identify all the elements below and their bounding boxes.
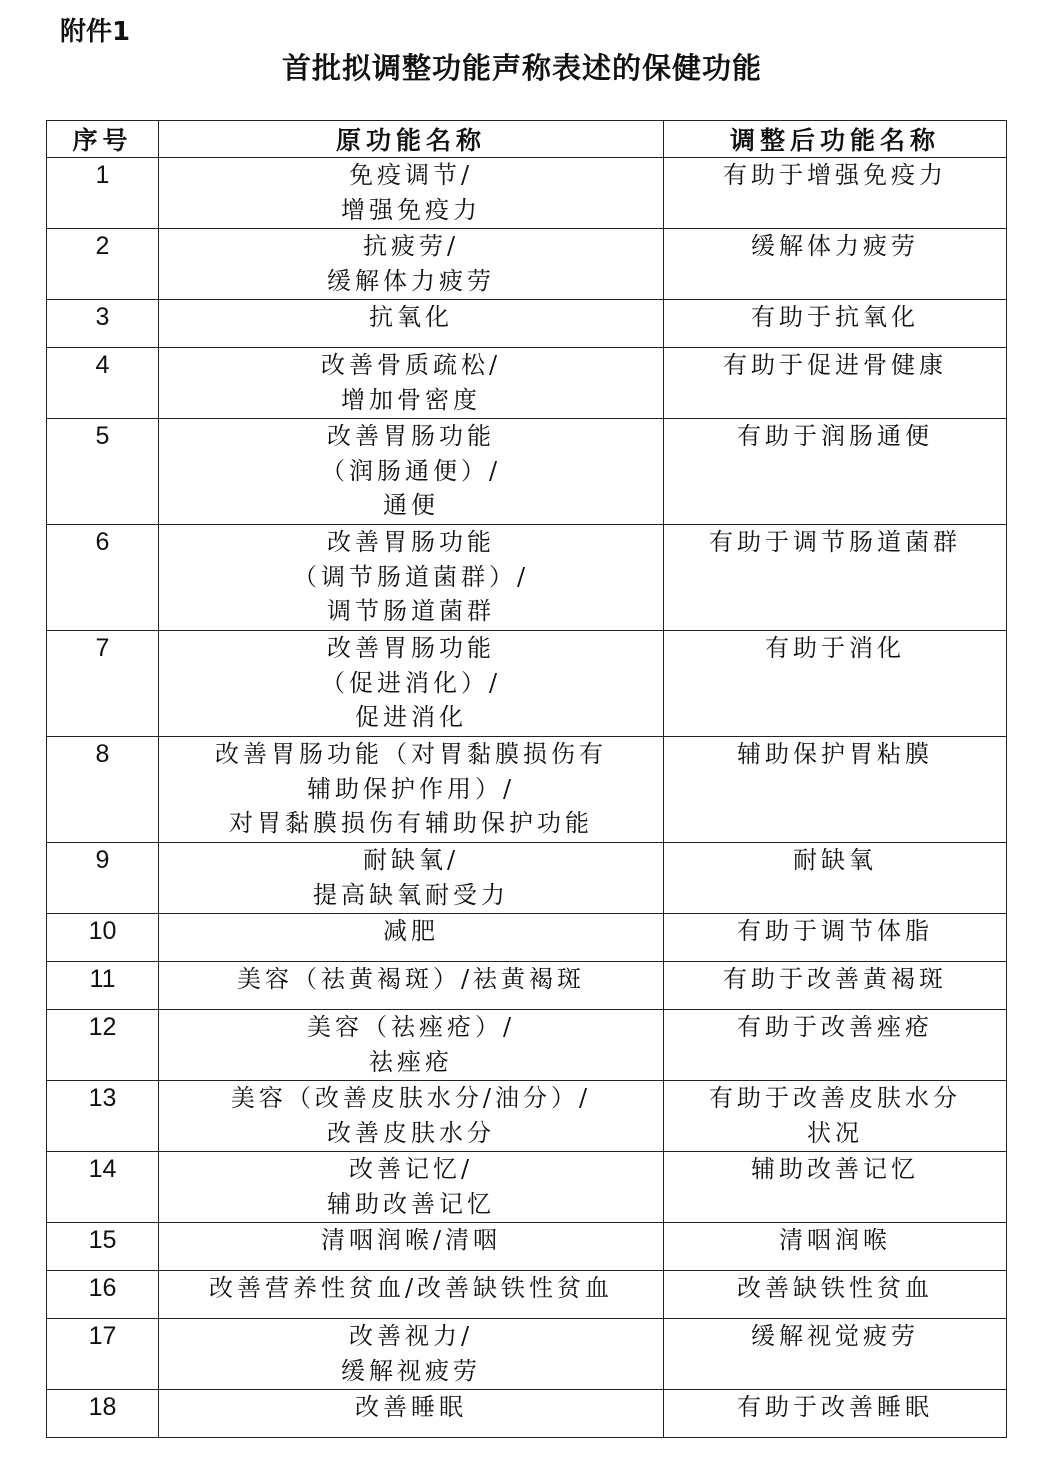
adjusted-function-cell	[664, 1081, 1007, 1152]
original-function-line: 促进消化	[355, 703, 467, 731]
row-number: 13	[47, 1081, 159, 1152]
row-number: 15	[47, 1223, 159, 1271]
adjusted-function-cell	[664, 914, 1007, 962]
row-number: 4	[47, 348, 159, 419]
original-function-cell	[159, 1390, 664, 1438]
adjusted-function-cell	[664, 525, 1007, 631]
adjusted-function-line: 有助于调节体脂	[737, 917, 933, 945]
header-original-function: 原功能名称	[159, 121, 664, 158]
table-row	[47, 158, 1007, 229]
table-row	[47, 1319, 1007, 1390]
original-function-cell	[159, 348, 664, 419]
adjusted-function-line: 有助于促进骨健康	[723, 351, 947, 379]
adjusted-function-cell	[664, 843, 1007, 914]
original-function-line: 缓解体力疲劳	[327, 266, 495, 295]
adjusted-function-line: 有助于抗氧化	[751, 303, 919, 331]
original-function-cell	[159, 914, 664, 962]
row-number: 6	[47, 525, 159, 631]
table-row	[47, 914, 1007, 962]
header-serial-number: 序号	[47, 121, 159, 158]
original-function-line: 增强免疫力	[341, 195, 481, 224]
table-row	[47, 229, 1007, 300]
original-function-cell	[159, 962, 664, 1010]
header-adjusted-function: 调整后功能名称	[664, 121, 1007, 158]
original-function-line: 对胃黏膜损伤有辅助保护功能	[229, 809, 593, 837]
table-row	[47, 1010, 1007, 1081]
original-function-line: 调节肠道菌群	[327, 597, 495, 625]
original-function-cell	[159, 843, 664, 914]
row-number: 9	[47, 843, 159, 914]
adjusted-function-line: 有助于润肠通便	[737, 422, 933, 450]
original-function-cell	[159, 419, 664, 525]
table-row	[47, 1223, 1007, 1271]
original-function-cell	[159, 631, 664, 737]
adjusted-function-line: 辅助保护胃粘膜	[737, 740, 933, 768]
adjusted-function-line: 有助于改善痤疮	[737, 1013, 933, 1041]
row-number: 17	[47, 1319, 159, 1390]
table-row	[47, 300, 1007, 348]
row-number: 16	[47, 1271, 159, 1319]
attachment-label: 附件1	[60, 17, 131, 47]
original-function-cell	[159, 1010, 664, 1081]
original-function-line: 缓解视疲劳	[341, 1356, 481, 1385]
original-function-line: 改善骨质疏松/	[320, 351, 502, 379]
table-header-row	[47, 121, 1007, 158]
original-function-line: 改善记忆/	[348, 1155, 474, 1183]
adjusted-function-line: 清咽润喉	[779, 1226, 891, 1254]
adjusted-function-cell	[664, 737, 1007, 843]
original-function-line: 美容（改善皮肤水分/油分）/	[230, 1084, 592, 1112]
adjusted-function-cell	[664, 419, 1007, 525]
row-number: 14	[47, 1152, 159, 1223]
table-row	[47, 1081, 1007, 1152]
original-function-cell	[159, 1152, 664, 1223]
adjusted-function-cell	[664, 300, 1007, 348]
original-function-line: 减肥	[383, 917, 439, 945]
original-function-cell	[159, 158, 664, 229]
table-row	[47, 1271, 1007, 1319]
row-number: 12	[47, 1010, 159, 1081]
table-row	[47, 525, 1007, 631]
original-function-line: 耐缺氧/	[362, 846, 460, 874]
adjusted-function-cell	[664, 1390, 1007, 1438]
row-number: 2	[47, 229, 159, 300]
adjusted-function-cell	[664, 1271, 1007, 1319]
row-number: 3	[47, 300, 159, 348]
adjusted-function-cell	[664, 1223, 1007, 1271]
adjusted-function-cell	[664, 229, 1007, 300]
original-function-line: 辅助改善记忆	[327, 1189, 495, 1218]
original-function-line: 清咽润喉/清咽	[320, 1226, 502, 1254]
original-function-line: （促进消化）/	[320, 668, 502, 697]
original-function-line: 改善皮肤水分	[327, 1118, 495, 1147]
adjusted-function-line: 耐缺氧	[793, 846, 877, 874]
table-row	[47, 631, 1007, 737]
table-row	[47, 737, 1007, 843]
original-function-line: 增加骨密度	[341, 385, 481, 414]
adjusted-function-line: 有助于消化	[765, 634, 905, 662]
original-function-line: 通便	[383, 491, 439, 519]
table-row	[47, 419, 1007, 525]
original-function-line: 抗氧化	[369, 303, 453, 331]
adjusted-function-cell	[664, 631, 1007, 737]
table-row	[47, 962, 1007, 1010]
adjusted-function-line: 状况	[807, 1118, 863, 1147]
table-row	[47, 1152, 1007, 1223]
adjusted-function-line: 辅助改善记忆	[751, 1155, 919, 1183]
adjusted-function-line: 有助于改善黄褐斑	[723, 965, 947, 993]
adjusted-function-line: 有助于改善睡眠	[737, 1393, 933, 1421]
original-function-cell	[159, 300, 664, 348]
original-function-line: 辅助保护作用）/	[306, 774, 516, 803]
original-function-line: 美容（祛黄褐斑）/祛黄褐斑	[236, 965, 586, 993]
row-number: 5	[47, 419, 159, 525]
original-function-line: 改善胃肠功能	[327, 528, 495, 556]
adjusted-function-line: 改善缺铁性贫血	[737, 1274, 933, 1302]
row-number: 8	[47, 737, 159, 843]
original-function-line: 改善胃肠功能	[327, 422, 495, 450]
original-function-cell	[159, 525, 664, 631]
original-function-cell	[159, 1319, 664, 1390]
original-function-line: 改善胃肠功能	[327, 634, 495, 662]
original-function-line: 抗疲劳/	[362, 232, 460, 260]
function-table	[46, 120, 1007, 1438]
table-row	[47, 348, 1007, 419]
original-function-line: 免疫调节/	[348, 161, 474, 189]
adjusted-function-cell	[664, 1010, 1007, 1081]
document-title: 首批拟调整功能声称表述的保健功能	[281, 51, 762, 85]
row-number: 18	[47, 1390, 159, 1438]
adjusted-function-cell	[664, 158, 1007, 229]
adjusted-function-cell	[664, 348, 1007, 419]
adjusted-function-line: 有助于调节肠道菌群	[709, 528, 961, 556]
adjusted-function-cell	[664, 1319, 1007, 1390]
table-row	[47, 1390, 1007, 1438]
original-function-cell	[159, 1223, 664, 1271]
original-function-line: （润肠通便）/	[320, 456, 502, 485]
original-function-line: 提高缺氧耐受力	[313, 880, 509, 909]
original-function-cell	[159, 1081, 664, 1152]
original-function-line: 改善睡眠	[355, 1393, 467, 1421]
adjusted-function-cell	[664, 962, 1007, 1010]
original-function-line: 改善营养性贫血/改善缺铁性贫血	[208, 1274, 614, 1302]
original-function-cell	[159, 229, 664, 300]
original-function-line: 祛痤疮	[369, 1047, 453, 1076]
row-number: 10	[47, 914, 159, 962]
original-function-line: 改善胃肠功能（对胃黏膜损伤有	[215, 740, 607, 768]
original-function-line: 改善视力/	[348, 1322, 474, 1350]
adjusted-function-line: 有助于增强免疫力	[723, 161, 947, 189]
table-row	[47, 843, 1007, 914]
row-number: 7	[47, 631, 159, 737]
row-number: 11	[47, 962, 159, 1010]
original-function-cell	[159, 737, 664, 843]
row-number: 1	[47, 158, 159, 229]
table-body	[47, 158, 1007, 1438]
original-function-line: （调节肠道菌群）/	[292, 562, 530, 591]
adjusted-function-cell	[664, 1152, 1007, 1223]
adjusted-function-line: 有助于改善皮肤水分	[709, 1084, 961, 1112]
adjusted-function-line: 缓解体力疲劳	[751, 232, 919, 260]
original-function-cell	[159, 1271, 664, 1319]
adjusted-function-line: 缓解视觉疲劳	[751, 1322, 919, 1350]
original-function-line: 美容（祛痤疮）/	[306, 1013, 516, 1041]
